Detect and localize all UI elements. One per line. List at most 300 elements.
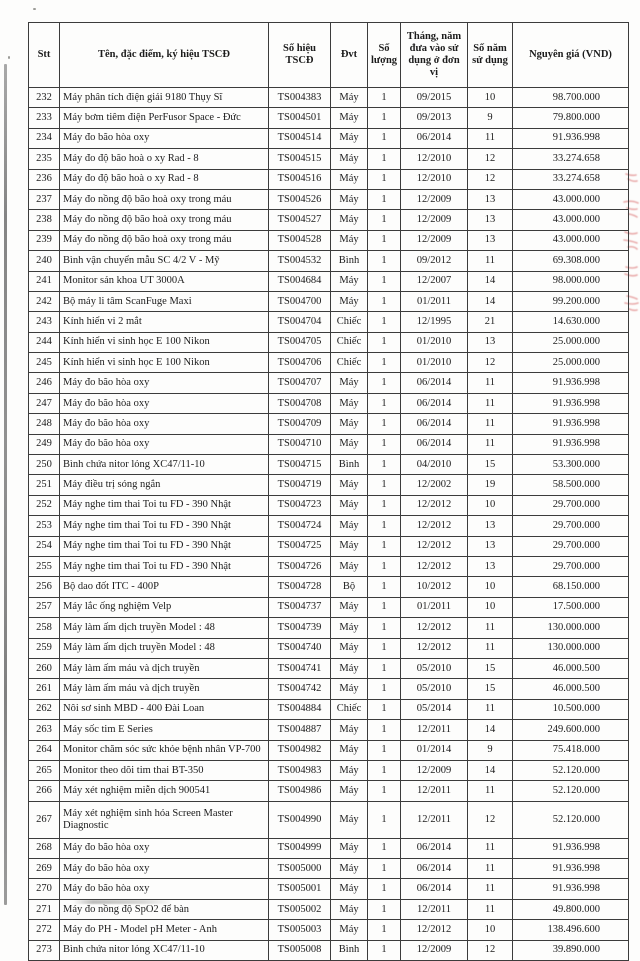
cell-code: TS004884	[269, 699, 331, 719]
cell-code: TS004986	[269, 781, 331, 801]
cell-cost: 52.120.000	[513, 781, 629, 801]
table-row	[29, 189, 629, 209]
cell-date: 09/2015	[401, 88, 468, 108]
cell-years: 12	[468, 353, 513, 373]
cell-cost: 249.600.000	[513, 720, 629, 740]
cell-cost: 68.150.000	[513, 577, 629, 597]
cell-unit: Máy	[331, 899, 368, 919]
cell-unit: Máy	[331, 801, 368, 838]
cell-code: TS004737	[269, 597, 331, 617]
cell-name: Máy phân tích điện giải 9180 Thụy Sĩ	[60, 88, 269, 108]
cell-stt: 261	[29, 679, 60, 699]
cell-name: Bình chứa nitor lỏng XC47/11-10	[60, 455, 269, 475]
cell-name: Máy đo bão hòa oxy	[60, 414, 269, 434]
cell-cost: 91.936.998	[513, 414, 629, 434]
cell-qty: 1	[368, 536, 401, 556]
table-row	[29, 455, 629, 475]
cell-stt: 236	[29, 169, 60, 189]
cell-code: TS004725	[269, 536, 331, 556]
cell-qty: 1	[368, 373, 401, 393]
cell-name: Máy đo PH - Model pH Meter - Anh	[60, 920, 269, 940]
table-row	[29, 899, 629, 919]
cell-stt: 257	[29, 597, 60, 617]
cell-stt: 242	[29, 291, 60, 311]
cell-name: Máy điều trị sóng ngắn	[60, 475, 269, 495]
cell-years: 11	[468, 638, 513, 658]
cell-years: 14	[468, 760, 513, 780]
cell-code: TS004708	[269, 393, 331, 413]
cell-date: 12/2012	[401, 556, 468, 576]
cell-date: 12/2011	[401, 720, 468, 740]
cell-unit: Chiếc	[331, 699, 368, 719]
cell-unit: Máy	[331, 373, 368, 393]
cell-unit: Máy	[331, 597, 368, 617]
cell-stt: 273	[29, 940, 60, 960]
cell-qty: 1	[368, 760, 401, 780]
cell-qty: 1	[368, 801, 401, 838]
table-row	[29, 920, 629, 940]
cell-unit: Máy	[331, 414, 368, 434]
cell-date: 12/2012	[401, 638, 468, 658]
table-row	[29, 618, 629, 638]
column-header-date: Tháng, năm đưa vào sử dụng ở đơn vị	[401, 23, 468, 88]
cell-name: Kính hiển vi sinh học E 100 Nikon	[60, 332, 269, 352]
cell-qty: 1	[368, 720, 401, 740]
cell-cost: 91.936.998	[513, 879, 629, 899]
cell-stt: 232	[29, 88, 60, 108]
cell-cost: 99.200.000	[513, 291, 629, 311]
cell-stt: 252	[29, 495, 60, 515]
cell-unit: Máy	[331, 838, 368, 858]
cell-unit: Chiếc	[331, 353, 368, 373]
cell-years: 9	[468, 108, 513, 128]
cell-name: Bộ máy li tâm ScanFuge Maxi	[60, 291, 269, 311]
cell-unit: Máy	[331, 536, 368, 556]
cell-stt: 247	[29, 393, 60, 413]
cell-code: TS004739	[269, 618, 331, 638]
cell-years: 13	[468, 210, 513, 230]
cell-unit: Máy	[331, 210, 368, 230]
cell-code: TS005000	[269, 859, 331, 879]
cell-name: Bình chứa nitor lỏng XC47/11-10	[60, 940, 269, 960]
cell-years: 9	[468, 740, 513, 760]
cell-unit: Máy	[331, 760, 368, 780]
cell-code: TS004383	[269, 88, 331, 108]
cell-cost: 43.000.000	[513, 230, 629, 250]
cell-date: 12/2007	[401, 271, 468, 291]
table-row	[29, 353, 629, 373]
cell-cost: 46.000.500	[513, 658, 629, 678]
cell-qty: 1	[368, 108, 401, 128]
table-row	[29, 271, 629, 291]
cell-stt: 266	[29, 781, 60, 801]
cell-cost: 98.700.000	[513, 88, 629, 108]
cell-name: Máy làm ấm máu và dịch truyền	[60, 658, 269, 678]
cell-code: TS004706	[269, 353, 331, 373]
cell-years: 10	[468, 88, 513, 108]
cell-stt: 256	[29, 577, 60, 597]
cell-name: Máy làm ấm máu và dịch truyền	[60, 679, 269, 699]
cell-qty: 1	[368, 414, 401, 434]
cell-date: 12/2011	[401, 781, 468, 801]
cell-date: 06/2014	[401, 434, 468, 454]
cell-code: TS005003	[269, 920, 331, 940]
cell-cost: 25.000.000	[513, 332, 629, 352]
cell-qty: 1	[368, 210, 401, 230]
cell-date: 01/2010	[401, 332, 468, 352]
cell-years: 13	[468, 556, 513, 576]
cell-stt: 269	[29, 859, 60, 879]
cell-qty: 1	[368, 393, 401, 413]
cell-years: 11	[468, 393, 513, 413]
cell-years: 11	[468, 434, 513, 454]
cell-date: 04/2010	[401, 455, 468, 475]
cell-years: 11	[468, 781, 513, 801]
cell-unit: Máy	[331, 618, 368, 638]
cell-years: 11	[468, 699, 513, 719]
cell-stt: 253	[29, 516, 60, 536]
cell-code: TS004719	[269, 475, 331, 495]
cell-stt: 248	[29, 414, 60, 434]
cell-unit: Máy	[331, 495, 368, 515]
cell-unit: Máy	[331, 740, 368, 760]
cell-name: Monitor chăm sóc sức khỏe bệnh nhân VP-700	[60, 740, 269, 760]
cell-code: TS004707	[269, 373, 331, 393]
cell-date: 12/2009	[401, 189, 468, 209]
cell-cost: 91.936.998	[513, 373, 629, 393]
table-row	[29, 760, 629, 780]
cell-cost: 43.000.000	[513, 189, 629, 209]
cell-unit: Máy	[331, 88, 368, 108]
cell-date: 01/2010	[401, 353, 468, 373]
cell-qty: 1	[368, 879, 401, 899]
cell-cost: 46.000.500	[513, 679, 629, 699]
cell-date: 10/2012	[401, 577, 468, 597]
cell-name: Bình vận chuyển mẫu SC 4/2 V - Mỹ	[60, 251, 269, 271]
cell-code: TS004528	[269, 230, 331, 250]
cell-code: TS004742	[269, 679, 331, 699]
cell-date: 12/2012	[401, 495, 468, 515]
table-row	[29, 332, 629, 352]
cell-stt: 258	[29, 618, 60, 638]
cell-cost: 98.000.000	[513, 271, 629, 291]
table-row	[29, 658, 629, 678]
table-row	[29, 251, 629, 271]
cell-name: Máy đo bão hòa oxy	[60, 393, 269, 413]
cell-code: TS004715	[269, 455, 331, 475]
cell-unit: Máy	[331, 230, 368, 250]
cell-name: Máy nghe tim thai Toi tu FD - 390 Nhật	[60, 495, 269, 515]
cell-years: 14	[468, 291, 513, 311]
table-row	[29, 291, 629, 311]
cell-years: 11	[468, 859, 513, 879]
cell-years: 11	[468, 838, 513, 858]
cell-date: 12/2010	[401, 149, 468, 169]
cell-code: TS004741	[269, 658, 331, 678]
cell-code: TS004723	[269, 495, 331, 515]
cell-code: TS005001	[269, 879, 331, 899]
cell-stt: 255	[29, 556, 60, 576]
cell-qty: 1	[368, 577, 401, 597]
cell-qty: 1	[368, 516, 401, 536]
cell-name: Máy xét nghiệm miễn dịch 900541	[60, 781, 269, 801]
cell-cost: 14.630.000	[513, 312, 629, 332]
cell-code: TS004709	[269, 414, 331, 434]
cell-cost: 130.000.000	[513, 638, 629, 658]
cell-stt: 233	[29, 108, 60, 128]
cell-stt: 271	[29, 899, 60, 919]
cell-stt: 249	[29, 434, 60, 454]
cell-date: 09/2013	[401, 108, 468, 128]
cell-qty: 1	[368, 434, 401, 454]
cell-cost: 138.496.600	[513, 920, 629, 940]
table-row	[29, 414, 629, 434]
cell-cost: 69.308.000	[513, 251, 629, 271]
cell-stt: 264	[29, 740, 60, 760]
cell-qty: 1	[368, 859, 401, 879]
cell-name: Máy đo nồng độ bão hoà oxy trong máu	[60, 189, 269, 209]
cell-qty: 1	[368, 597, 401, 617]
cell-code: TS004728	[269, 577, 331, 597]
cell-qty: 1	[368, 291, 401, 311]
cell-cost: 53.300.000	[513, 455, 629, 475]
cell-years: 10	[468, 577, 513, 597]
cell-cost: 52.120.000	[513, 760, 629, 780]
cell-cost: 91.936.998	[513, 128, 629, 148]
table-row	[29, 128, 629, 148]
cell-name: Monitor sản khoa UT 3000A	[60, 271, 269, 291]
cell-date: 05/2010	[401, 679, 468, 699]
cell-years: 21	[468, 312, 513, 332]
cell-qty: 1	[368, 679, 401, 699]
cell-cost: 52.120.000	[513, 801, 629, 838]
cell-date: 12/2009	[401, 760, 468, 780]
cell-stt: 243	[29, 312, 60, 332]
cell-name: Máy làm ấm dịch truyền Model : 48	[60, 618, 269, 638]
cell-unit: Máy	[331, 169, 368, 189]
cell-stt: 260	[29, 658, 60, 678]
cell-code: TS004740	[269, 638, 331, 658]
cell-years: 13	[468, 516, 513, 536]
cell-code: TS004516	[269, 169, 331, 189]
column-header-years: Số năm sử dụng	[468, 23, 513, 88]
cell-stt: 251	[29, 475, 60, 495]
cell-stt: 245	[29, 353, 60, 373]
cell-code: TS004532	[269, 251, 331, 271]
fixed-asset-inventory-table	[28, 22, 629, 961]
cell-qty: 1	[368, 88, 401, 108]
cell-name: Máy đo bão hòa oxy	[60, 879, 269, 899]
cell-date: 12/2009	[401, 210, 468, 230]
cell-unit: Máy	[331, 189, 368, 209]
cell-code: TS004983	[269, 760, 331, 780]
cell-qty: 1	[368, 920, 401, 940]
cell-code: TS005008	[269, 940, 331, 960]
cell-date: 12/2012	[401, 536, 468, 556]
cell-years: 15	[468, 455, 513, 475]
cell-date: 01/2014	[401, 740, 468, 760]
cell-qty: 1	[368, 353, 401, 373]
cell-name: Máy đo bão hòa oxy	[60, 434, 269, 454]
cell-date: 12/1995	[401, 312, 468, 332]
cell-years: 12	[468, 940, 513, 960]
cell-years: 12	[468, 169, 513, 189]
table-row	[29, 720, 629, 740]
table-header-row	[29, 23, 629, 88]
cell-qty: 1	[368, 169, 401, 189]
cell-code: TS004514	[269, 128, 331, 148]
cell-date: 06/2014	[401, 879, 468, 899]
cell-qty: 1	[368, 455, 401, 475]
cell-code: TS004704	[269, 312, 331, 332]
table-row	[29, 373, 629, 393]
table-row	[29, 495, 629, 515]
cell-years: 12	[468, 149, 513, 169]
cell-years: 14	[468, 720, 513, 740]
cell-unit: Máy	[331, 879, 368, 899]
cell-code: TS004527	[269, 210, 331, 230]
cell-stt: 267	[29, 801, 60, 838]
cell-years: 12	[468, 801, 513, 838]
cell-name: Máy đo bão hòa oxy	[60, 373, 269, 393]
table-row	[29, 879, 629, 899]
cell-name: Kính hiển vi sinh học E 100 Nikon	[60, 353, 269, 373]
cell-years: 10	[468, 920, 513, 940]
cell-cost: 17.500.000	[513, 597, 629, 617]
cell-unit: Bình	[331, 940, 368, 960]
cell-date: 12/2009	[401, 940, 468, 960]
cell-date: 12/2012	[401, 516, 468, 536]
cell-code: TS004999	[269, 838, 331, 858]
cell-code: TS004501	[269, 108, 331, 128]
cell-qty: 1	[368, 312, 401, 332]
table-row	[29, 556, 629, 576]
cell-name: Máy đo độ bão hoà o xy Rad - 8	[60, 149, 269, 169]
column-header-cost: Nguyên giá (VND)	[513, 23, 629, 88]
cell-years: 13	[468, 230, 513, 250]
cell-code: TS004526	[269, 189, 331, 209]
cell-years: 19	[468, 475, 513, 495]
table-row	[29, 740, 629, 760]
cell-stt: 237	[29, 189, 60, 209]
cell-code: TS004515	[269, 149, 331, 169]
cell-cost: 29.700.000	[513, 495, 629, 515]
cell-years: 13	[468, 189, 513, 209]
table-row	[29, 699, 629, 719]
cell-qty: 1	[368, 699, 401, 719]
cell-date: 06/2014	[401, 128, 468, 148]
cell-qty: 1	[368, 475, 401, 495]
cell-name: Máy nghe tim thai Toi tu FD - 390 Nhật	[60, 516, 269, 536]
cell-name: Máy lắc ống nghiệm Velp	[60, 597, 269, 617]
column-header-stt: Stt	[29, 23, 60, 88]
cell-years: 11	[468, 879, 513, 899]
cell-years: 10	[468, 495, 513, 515]
cell-stt: 263	[29, 720, 60, 740]
cell-cost: 91.936.998	[513, 434, 629, 454]
cell-stt: 270	[29, 879, 60, 899]
cell-qty: 1	[368, 332, 401, 352]
cell-unit: Bình	[331, 455, 368, 475]
cell-cost: 29.700.000	[513, 556, 629, 576]
cell-stt: 241	[29, 271, 60, 291]
cell-cost: 33.274.658	[513, 169, 629, 189]
cell-unit: Máy	[331, 271, 368, 291]
cell-cost: 130.000.000	[513, 618, 629, 638]
scan-edge-line	[4, 64, 7, 905]
table-row	[29, 638, 629, 658]
scan-speck	[8, 56, 10, 59]
table-row	[29, 475, 629, 495]
cell-qty: 1	[368, 781, 401, 801]
cell-unit: Bình	[331, 251, 368, 271]
cell-date: 12/2011	[401, 899, 468, 919]
cell-qty: 1	[368, 658, 401, 678]
cell-stt: 259	[29, 638, 60, 658]
cell-date: 12/2012	[401, 920, 468, 940]
table-row	[29, 838, 629, 858]
cell-stt: 246	[29, 373, 60, 393]
table-row	[29, 312, 629, 332]
asset-table	[28, 22, 628, 961]
cell-cost: 39.890.000	[513, 940, 629, 960]
cell-qty: 1	[368, 899, 401, 919]
cell-unit: Máy	[331, 720, 368, 740]
cell-stt: 272	[29, 920, 60, 940]
cell-name: Máy đo độ bão hoà o xy Rad - 8	[60, 169, 269, 189]
cell-unit: Máy	[331, 638, 368, 658]
cell-cost: 10.500.000	[513, 699, 629, 719]
cell-stt: 238	[29, 210, 60, 230]
cell-qty: 1	[368, 838, 401, 858]
cell-qty: 1	[368, 149, 401, 169]
cell-date: 05/2014	[401, 699, 468, 719]
table-row	[29, 577, 629, 597]
cell-stt: 240	[29, 251, 60, 271]
cell-stt: 254	[29, 536, 60, 556]
cell-unit: Máy	[331, 393, 368, 413]
table-row	[29, 393, 629, 413]
cell-qty: 1	[368, 638, 401, 658]
cell-years: 11	[468, 373, 513, 393]
cell-cost: 75.418.000	[513, 740, 629, 760]
cell-name: Máy đo bão hòa oxy	[60, 838, 269, 858]
table-row	[29, 940, 629, 960]
cell-cost: 29.700.000	[513, 516, 629, 536]
table-row	[29, 230, 629, 250]
cell-unit: Máy	[331, 108, 368, 128]
table-row	[29, 434, 629, 454]
table-row	[29, 108, 629, 128]
cell-name: Bộ dao đốt ITC - 400P	[60, 577, 269, 597]
cell-qty: 1	[368, 230, 401, 250]
cell-name: Nôi sơ sinh MBD - 400 Đài Loan	[60, 699, 269, 719]
cell-date: 06/2014	[401, 373, 468, 393]
cell-stt: 268	[29, 838, 60, 858]
cell-name: Monitor theo dõi tim thai BT-350	[60, 760, 269, 780]
table-row	[29, 597, 629, 617]
cell-stt: 234	[29, 128, 60, 148]
cell-date: 01/2011	[401, 291, 468, 311]
cell-stt: 265	[29, 760, 60, 780]
cell-date: 12/2011	[401, 801, 468, 838]
cell-code: TS004726	[269, 556, 331, 576]
cell-cost: 79.800.000	[513, 108, 629, 128]
cell-date: 12/2009	[401, 230, 468, 250]
cell-code: TS004982	[269, 740, 331, 760]
cell-qty: 1	[368, 251, 401, 271]
cell-code: TS004684	[269, 271, 331, 291]
